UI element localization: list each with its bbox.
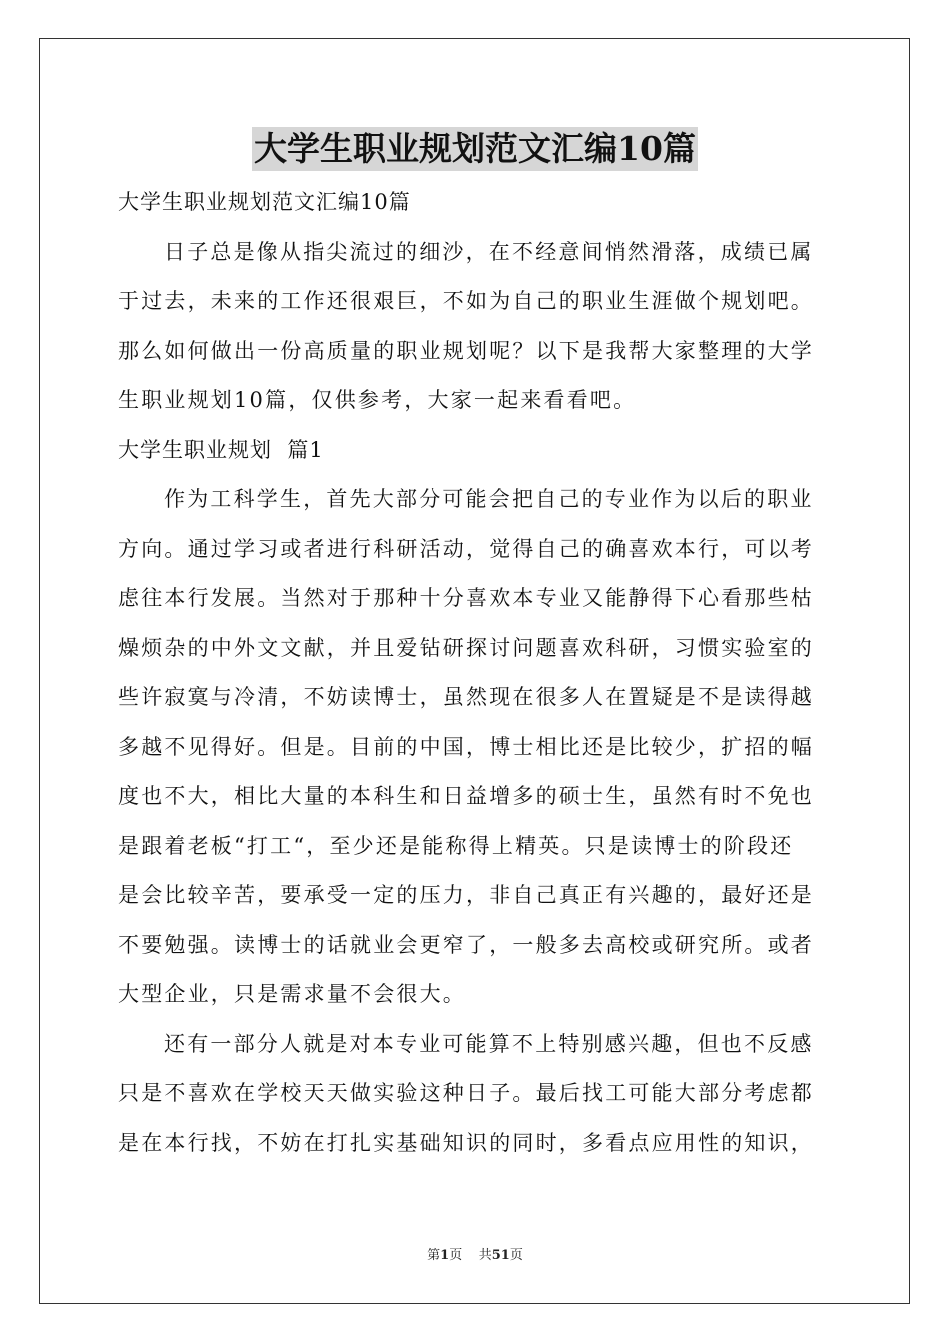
section-heading: 大学生职业规划 篇1: [118, 437, 324, 462]
paragraph-line: 生职业规划10篇，仅供参考，大家一起来看看吧。: [118, 388, 637, 412]
total-label-suffix: 页: [509, 1248, 523, 1263]
paragraph-line: 些许寂寞与冷清，不妨读博士，虽然现在很多人在置疑是不是读得越: [118, 685, 814, 709]
page-footer: [0, 1247, 950, 1265]
paragraph-line: 于过去，未来的工作还很艰巨，不如为自己的职业生涯做个规划吧。: [118, 289, 814, 313]
intro-paragraph: [118, 228, 834, 426]
paragraph-line: 大型企业，只是需求量不会很大。: [118, 982, 466, 1006]
paragraph-line: 不要勉强。读博士的话就业会更窄了，一般多去高校或研究所。或者: [118, 932, 814, 957]
paragraph-1: [118, 475, 834, 1020]
total-pages-number: 51: [491, 1248, 510, 1263]
paragraph-line: 方向。通过学习或者进行科研活动，觉得自己的确喜欢本行，可以考: [118, 536, 814, 561]
document-subtitle: 大学生职业规划范文汇编10篇: [118, 190, 411, 214]
document-body: [118, 178, 834, 1168]
document-title: 大学生职业规划范文汇编10篇: [252, 127, 698, 171]
title-wrap: [0, 127, 950, 171]
paragraph-line: 是会比较辛苦，要承受一定的压力，非自己真正有兴趣的，最好还是: [118, 883, 814, 907]
paragraph-line: 多越不见得好。但是。目前的中国，博士相比还是比较少，扩招的幅: [118, 734, 814, 759]
paragraph-line: 燥烦杂的中外文文献，并且爱钻研探讨问题喜欢科研，习惯实验室的: [118, 635, 814, 660]
paragraph-line: 是在本行找，不妨在打扎实基础知识的同时，多看点应用性的知识，: [118, 1130, 814, 1155]
paragraph-line: 是跟着老板“打工“，至少还是能称得上精英。只是读博士的阶段还: [118, 833, 794, 858]
total-label-prefix: 共: [478, 1248, 492, 1263]
paragraph-line: 度也不大，相比大量的本科生和日益增多的硕士生，虽然有时不免也: [118, 784, 814, 808]
current-page-number: 1: [440, 1248, 450, 1263]
page-label-prefix: 第: [427, 1248, 441, 1263]
paragraph-line: 还有一部分人就是对本专业可能算不上特别感兴趣，但也不反感: [164, 1031, 814, 1056]
paragraph-line: 日子总是像从指尖流过的细沙，在不经意间悄然滑落，成绩已属: [164, 239, 814, 264]
paragraph-line: 只是不喜欢在学校天天做实验这种日子。最后找工可能大部分考虑都: [118, 1081, 814, 1105]
paragraph-line: 虑往本行发展。当然对于那种十分喜欢本专业又能静得下心看那些枯: [118, 586, 814, 610]
paragraph-2: [118, 1020, 834, 1169]
page-label-suffix: 页: [449, 1248, 463, 1263]
paragraph-line: 那么如何做出一份高质量的职业规划呢？以下是我帮大家整理的大学: [118, 338, 814, 363]
paragraph-line: 作为工科学生，首先大部分可能会把自己的专业作为以后的职业: [164, 487, 814, 511]
